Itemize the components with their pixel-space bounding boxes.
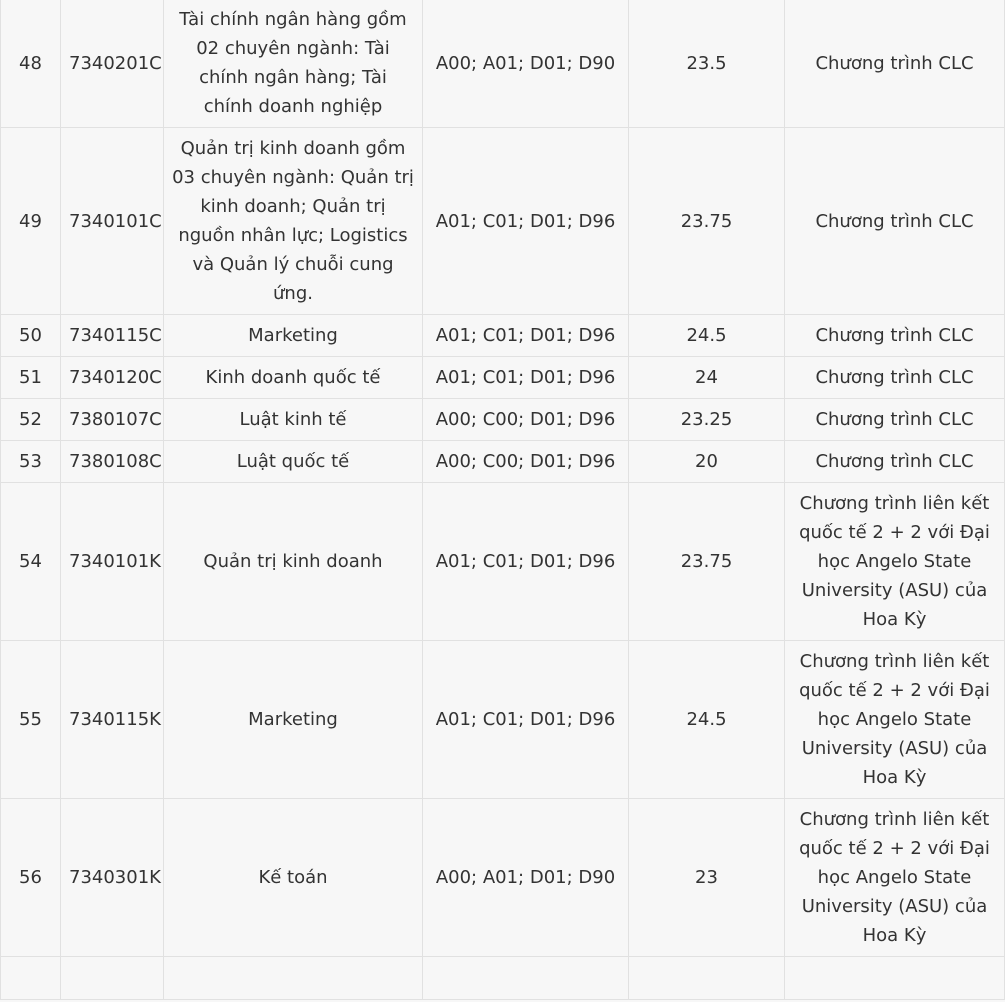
benchmark-score: 23.75 — [629, 483, 785, 641]
benchmark-score: 24.5 — [629, 315, 785, 357]
major-name: Luật kinh tế — [164, 399, 423, 441]
program-note: Chương trình CLC — [785, 357, 1005, 399]
major-name: Marketing — [164, 641, 423, 799]
benchmark-score: 24.5 — [629, 641, 785, 799]
major-code: 7380107C — [61, 399, 164, 441]
row-number: 56 — [1, 799, 61, 957]
major-code: 7380108C — [61, 441, 164, 483]
row-number: 51 — [1, 357, 61, 399]
row-number: 54 — [1, 483, 61, 641]
major-code: 7340201C — [61, 0, 164, 128]
table-row — [1, 357, 1005, 399]
benchmark-score: 23.25 — [629, 399, 785, 441]
row-number: 55 — [1, 641, 61, 799]
row-number: 52 — [1, 399, 61, 441]
major-name: Kinh doanh quốc tế — [164, 357, 423, 399]
major-code — [61, 957, 164, 1000]
major-name: Quản trị kinh doanh — [164, 483, 423, 641]
program-note: Chương trình liên kết quốc tế 2 + 2 với Đại học Angelo State University (ASU) của Hoa Kỳ — [785, 641, 1005, 799]
program-note: Chương trình liên kết quốc tế 2 + 2 với Đại học Angelo State University (ASU) của Hoa Kỳ — [785, 483, 1005, 641]
benchmark-score: 23.5 — [629, 0, 785, 128]
program-note — [785, 957, 1005, 1000]
row-number: 49 — [1, 128, 61, 315]
major-code: 7340115K — [61, 641, 164, 799]
row-number — [1, 957, 61, 1000]
major-name: Quản trị kinh doanh gồm 03 chuyên ngành: Quản trị kinh doanh; Quản trị nguồn nhân lực; Logistics và Quản lý chuỗi cung ứng. — [164, 128, 423, 315]
table-row — [1, 483, 1005, 641]
major-name: Kế toán — [164, 799, 423, 957]
major-name: Marketing — [164, 315, 423, 357]
major-code: 7340101K — [61, 483, 164, 641]
table-row — [1, 0, 1005, 128]
program-note: Chương trình CLC — [785, 399, 1005, 441]
table-row — [1, 128, 1005, 315]
row-number: 50 — [1, 315, 61, 357]
subject-combinations: A01; C01; D01; D96 — [423, 128, 629, 315]
benchmark-score: 20 — [629, 441, 785, 483]
table-row — [1, 441, 1005, 483]
row-number: 53 — [1, 441, 61, 483]
subject-combinations: A01; C01; D01; D96 — [423, 483, 629, 641]
table-row — [1, 799, 1005, 957]
table-row — [1, 641, 1005, 799]
subject-combinations — [423, 957, 629, 1000]
subject-combinations: A00; C00; D01; D96 — [423, 399, 629, 441]
major-code: 7340301K — [61, 799, 164, 957]
subject-combinations: A01; C01; D01; D96 — [423, 641, 629, 799]
program-note: Chương trình liên kết quốc tế 2 + 2 với Đại học Angelo State University (ASU) của Hoa Kỳ — [785, 799, 1005, 957]
major-code: 7340101C — [61, 128, 164, 315]
major-name: Tài chính ngân hàng gồm 02 chuyên ngành: Tài chính ngân hàng; Tài chính doanh nghiệp — [164, 0, 423, 128]
program-note: Chương trình CLC — [785, 128, 1005, 315]
program-note: Chương trình CLC — [785, 0, 1005, 128]
major-name — [164, 957, 423, 1000]
major-name: Luật quốc tế — [164, 441, 423, 483]
major-code: 7340120C — [61, 357, 164, 399]
subject-combinations: A01; C01; D01; D96 — [423, 357, 629, 399]
benchmark-score: 23.75 — [629, 128, 785, 315]
subject-combinations: A00; A01; D01; D90 — [423, 799, 629, 957]
benchmark-score: 24 — [629, 357, 785, 399]
table-row — [1, 399, 1005, 441]
subject-combinations: A01; C01; D01; D96 — [423, 315, 629, 357]
subject-combinations: A00; C00; D01; D96 — [423, 441, 629, 483]
benchmark-score — [629, 957, 785, 1000]
table-row — [1, 315, 1005, 357]
subject-combinations: A00; A01; D01; D90 — [423, 0, 629, 128]
table-row-partial — [1, 957, 1005, 1000]
program-note: Chương trình CLC — [785, 441, 1005, 483]
benchmark-score: 23 — [629, 799, 785, 957]
program-note: Chương trình CLC — [785, 315, 1005, 357]
row-number: 48 — [1, 0, 61, 128]
major-code: 7340115C — [61, 315, 164, 357]
